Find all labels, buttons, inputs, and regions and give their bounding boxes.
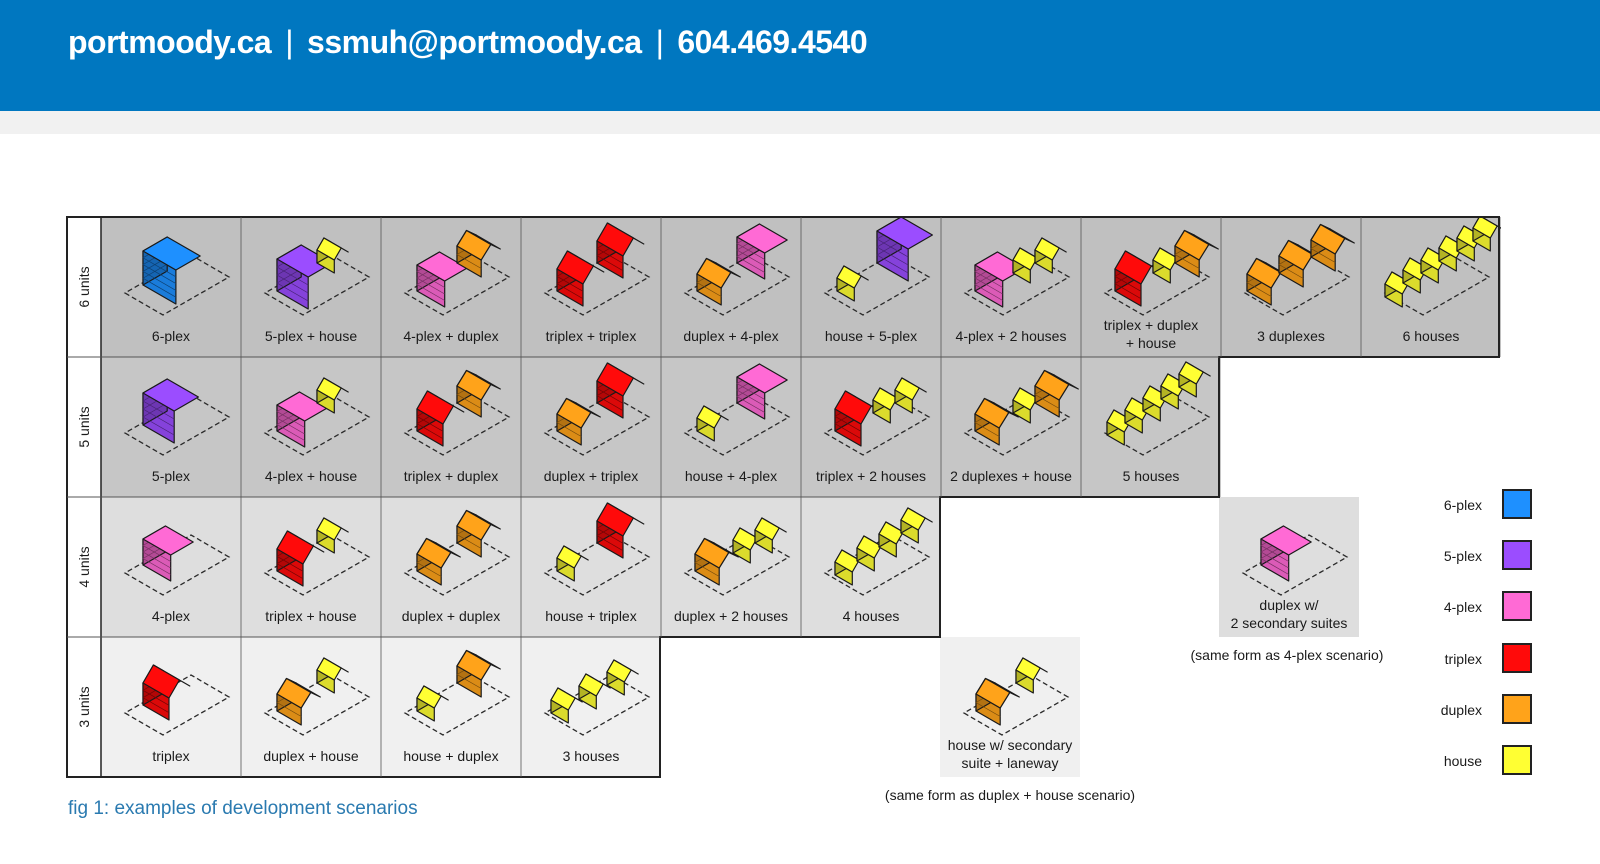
scenario-cell — [101, 497, 241, 637]
4-plex-building — [737, 364, 787, 419]
house-building — [607, 660, 638, 695]
scenario-label: 4 houses — [842, 608, 900, 624]
building-group — [825, 508, 932, 595]
scenario-cell — [661, 357, 801, 497]
scenario-label: 6-plex — [151, 328, 191, 344]
scenario-illustration — [1361, 217, 1501, 329]
building-group — [125, 379, 229, 455]
row-label: 6 units — [76, 266, 92, 308]
house-building — [317, 518, 348, 553]
scenario-illustration — [381, 357, 521, 469]
legend-item — [1400, 694, 1532, 728]
scenario-label: 3 houses — [562, 748, 620, 764]
building-group — [1105, 231, 1218, 316]
email-link[interactable]: ssmuh@portmoody.ca — [307, 24, 642, 60]
house-building — [1473, 217, 1501, 251]
house-building — [1179, 362, 1210, 397]
triplex-building — [597, 223, 644, 278]
5-plex-building — [877, 217, 932, 281]
legend-label: 4-plex — [1443, 599, 1482, 616]
scenario-label: triplex + 2 houses — [815, 468, 927, 484]
scenario-cell — [101, 637, 241, 777]
house-building — [579, 674, 610, 709]
scenario-cell — [801, 217, 941, 357]
scenario-note: (same form as duplex + house scenario) — [884, 787, 1136, 803]
legend-label: house — [1443, 753, 1482, 769]
scenario-illustration — [801, 497, 941, 609]
building-group — [1385, 217, 1501, 315]
legend-item — [1400, 591, 1532, 625]
building-group — [265, 658, 369, 735]
building-group — [1243, 526, 1347, 595]
scenario-cell — [241, 497, 381, 637]
legend-label: duplex — [1440, 701, 1482, 718]
scenario-label: 6 houses — [1402, 328, 1460, 344]
building-group — [125, 665, 229, 735]
scenario-label: 4-plex + 2 houses — [955, 328, 1067, 344]
scenario-label: 5 houses — [1122, 468, 1180, 484]
legend-swatch — [1502, 489, 1532, 519]
scenario-illustration — [521, 497, 661, 609]
scenario-label: 2 duplexes + house — [950, 468, 1072, 484]
scenario-label: house w/ secondary suite + laneway — [947, 737, 1073, 771]
scenario-label: 3 duplexes — [1257, 328, 1325, 344]
scenario-cell — [1081, 217, 1221, 357]
legend-swatch — [1502, 745, 1532, 775]
triplex-building — [597, 503, 644, 558]
scenario-cell — [101, 217, 241, 357]
scenario-illustration — [241, 497, 381, 609]
building-group — [685, 224, 789, 315]
house-building — [1016, 658, 1047, 693]
scenario-cell — [521, 637, 661, 777]
scenario-illustration — [940, 637, 1080, 749]
house-building — [895, 378, 926, 413]
scenario-illustration — [1081, 217, 1221, 329]
scenario-illustration — [801, 217, 941, 329]
duplex-building — [1311, 225, 1354, 272]
house-building — [1035, 238, 1066, 273]
website-link[interactable]: portmoody.ca — [68, 24, 272, 60]
scenario-illustration — [381, 497, 521, 609]
scenario-label: duplex + duplex — [401, 608, 501, 624]
scenario-illustration — [1221, 217, 1361, 329]
scenario-label: house + 5-plex — [824, 328, 918, 344]
scenario-label: duplex + 4-plex — [683, 328, 779, 344]
scenario-illustration — [241, 217, 381, 329]
scenario-illustration — [1081, 357, 1221, 469]
scenario-cell — [381, 497, 521, 637]
building-group — [265, 518, 369, 595]
legend-swatch — [1502, 643, 1532, 673]
building-group — [685, 364, 789, 455]
scenario-illustration — [661, 357, 801, 469]
building-group — [965, 238, 1069, 315]
scenario-cell — [381, 357, 521, 497]
separator: | — [655, 24, 664, 60]
scenario-cell — [101, 357, 241, 497]
house-building — [317, 658, 348, 693]
building-group — [545, 223, 649, 315]
triplex-building — [597, 363, 644, 418]
header-underband — [0, 111, 1600, 134]
legend-item — [1400, 745, 1532, 779]
4-plex-building — [1261, 526, 1311, 581]
extra-scenario-cell — [1219, 497, 1359, 637]
building-group — [964, 658, 1068, 735]
scenario-label: triplex — [152, 748, 190, 764]
building-group — [125, 237, 229, 315]
scenario-illustration — [381, 637, 521, 749]
scenario-illustration — [101, 217, 241, 329]
row-label: 4 units — [76, 546, 92, 588]
scenario-cell — [241, 217, 381, 357]
header-bar — [0, 0, 1600, 111]
scenario-illustration — [241, 637, 381, 749]
scenario-cell — [381, 637, 521, 777]
scenario-label: house + triplex — [545, 608, 637, 624]
scenario-label: 4-plex + house — [264, 468, 358, 484]
legend-swatch — [1502, 694, 1532, 724]
scenario-label: 5-plex + house — [264, 328, 358, 344]
scenario-note: (same form as 4-plex scenario) — [1190, 647, 1384, 663]
figure-caption: fig 1: examples of development scenarios — [68, 798, 418, 819]
scenario-illustration — [381, 217, 521, 329]
scenario-illustration — [661, 497, 801, 609]
building-group — [265, 378, 369, 455]
scenario-label: house + 4-plex — [684, 468, 778, 484]
duplex-building — [457, 651, 500, 698]
scenario-illustration — [801, 357, 941, 469]
triplex-building — [143, 665, 190, 720]
building-group — [125, 526, 229, 595]
scenario-cell — [241, 637, 381, 777]
scenario-label: 5-plex — [151, 468, 191, 484]
legend-swatch — [1502, 540, 1532, 570]
duplex-building — [457, 371, 500, 418]
scenario-cell — [941, 217, 1081, 357]
building-group — [265, 238, 369, 315]
scenario-cell — [1361, 217, 1501, 357]
scenario-illustration — [241, 357, 381, 469]
scenario-illustration — [101, 637, 241, 749]
legend-item — [1400, 489, 1532, 523]
scenario-label: triplex + duplex + house — [1103, 317, 1199, 351]
scenario-label: triplex + duplex — [403, 468, 499, 484]
scenario-cell — [661, 497, 801, 637]
building-group — [405, 651, 509, 736]
legend-swatch — [1502, 591, 1532, 621]
6-plex-building — [143, 237, 200, 304]
scenario-cell — [521, 497, 661, 637]
scenario-illustration — [661, 217, 801, 329]
scenario-cell — [1081, 357, 1221, 497]
scenario-label: duplex w/ 2 secondary suites — [1230, 597, 1348, 631]
scenario-illustration — [101, 497, 241, 609]
separator: | — [285, 24, 294, 60]
extra-scenario-cell — [940, 637, 1080, 777]
scenario-cell — [521, 357, 661, 497]
building-group — [825, 217, 932, 315]
scenario-illustration — [101, 357, 241, 469]
legend-item — [1400, 643, 1532, 677]
scenario-cell — [801, 357, 941, 497]
scenario-label: triplex + triplex — [545, 328, 637, 344]
scenario-illustration — [521, 637, 661, 749]
5-plex-building — [143, 379, 198, 443]
building-group — [545, 660, 649, 735]
scenario-cell — [941, 357, 1081, 497]
building-group — [405, 511, 509, 596]
scenario-label: house + duplex — [403, 748, 499, 764]
building-group — [1105, 362, 1210, 455]
legend-label: 6-plex — [1443, 497, 1482, 513]
scenario-label: 4-plex + duplex — [403, 328, 499, 344]
scenario-cell — [661, 217, 801, 357]
house-building — [755, 518, 786, 553]
scenario-label: triplex + house — [265, 608, 357, 624]
phone-number: 604.469.4540 — [677, 24, 868, 60]
building-group — [965, 371, 1078, 456]
building-group — [1245, 225, 1354, 316]
building-group — [685, 518, 789, 595]
scenario-cell — [1221, 217, 1361, 357]
scenario-cell — [381, 217, 521, 357]
scenario-label: duplex + triplex — [543, 468, 639, 484]
row-label: 3 units — [76, 686, 92, 728]
duplex-building — [457, 511, 500, 558]
legend-label: 5-plex — [1443, 548, 1482, 565]
duplex-building — [1035, 371, 1078, 418]
contact-line — [68, 24, 867, 61]
legend-item — [1400, 540, 1532, 574]
scenario-illustration — [521, 217, 661, 329]
scenario-illustration — [941, 357, 1081, 469]
scenario-label: duplex + 2 houses — [673, 608, 789, 624]
building-group — [825, 378, 929, 455]
duplex-building — [1175, 231, 1218, 278]
building-group — [405, 231, 509, 316]
building-group — [545, 503, 649, 595]
scenario-cell — [521, 217, 661, 357]
scenario-cell — [801, 497, 941, 637]
building-group — [545, 363, 649, 455]
scenario-label: 4-plex — [151, 608, 191, 624]
house-building — [551, 688, 582, 723]
legend-label: triplex — [1444, 650, 1482, 667]
scenario-cell — [241, 357, 381, 497]
scenario-illustration — [521, 357, 661, 469]
row-label: 5 units — [76, 406, 92, 448]
scenario-label: duplex + house — [263, 748, 359, 764]
scenario-illustration — [1219, 497, 1359, 609]
4-plex-building — [143, 526, 193, 581]
4-plex-building — [737, 224, 787, 279]
house-building — [901, 508, 932, 543]
building-group — [405, 371, 509, 456]
scenario-illustration — [941, 217, 1081, 329]
